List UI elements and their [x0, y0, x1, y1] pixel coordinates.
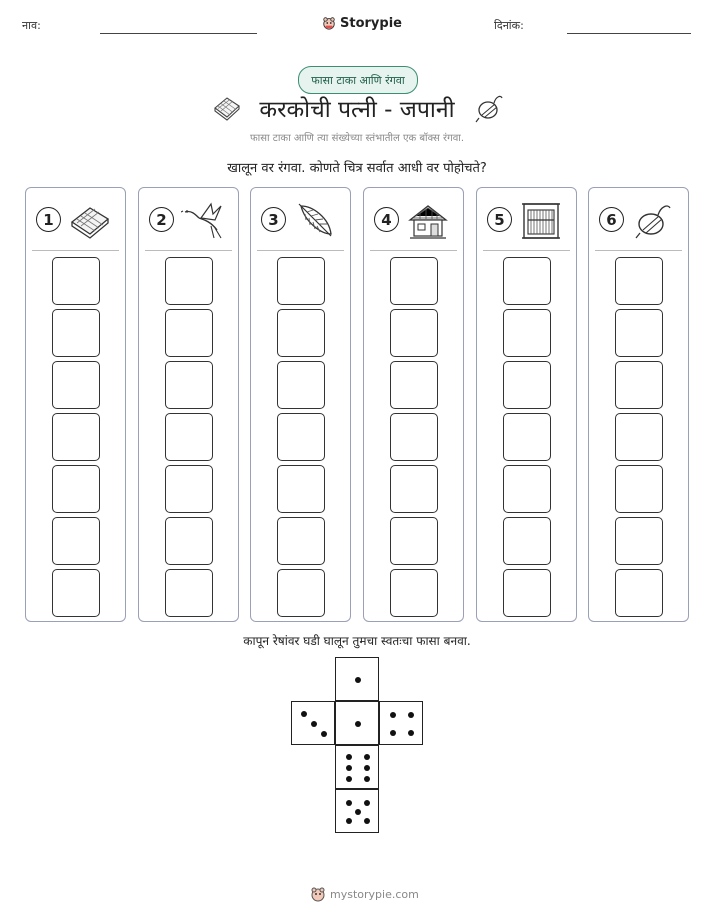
- dice-pip: [346, 776, 352, 782]
- dice-pip: [390, 712, 396, 718]
- activity-tag: फासा टाका आणि रंगवा: [298, 66, 418, 94]
- dice-face: [335, 745, 379, 789]
- column-number: 5: [487, 207, 512, 232]
- dice-face: [335, 701, 379, 745]
- dice-pip: [301, 711, 307, 717]
- dice-instruction: कापून रेषांवर घडी घालून तुमचा स्वतःचा फासा बनवा.: [243, 634, 471, 648]
- dice-pip: [364, 776, 370, 782]
- question: खालून वर रंगवा. कोणते चित्र सर्वात आधी वर पोहोचते?: [227, 161, 487, 176]
- dice-pip: [364, 818, 370, 824]
- dice-pip: [408, 730, 414, 736]
- brand-name: Storypie: [340, 15, 402, 31]
- dice-pip: [390, 730, 396, 736]
- dice-pip: [311, 721, 317, 727]
- date-label: दिनांक:: [494, 19, 524, 32]
- dice-face: [379, 701, 423, 745]
- dice-pip: [364, 800, 370, 806]
- dice-pip: [346, 818, 352, 824]
- name-label: नाव:: [22, 19, 41, 32]
- dice-pip: [346, 800, 352, 806]
- dice-pip: [355, 677, 361, 683]
- dice-pip: [408, 712, 414, 718]
- dice-pip: [364, 765, 370, 771]
- dice-face: [335, 789, 379, 833]
- column-number: 4: [374, 207, 399, 232]
- column-number: 2: [149, 207, 174, 232]
- page-title: करकोची पत्नी - जपानी: [259, 97, 455, 123]
- footer: [310, 884, 420, 904]
- dice-pip: [364, 754, 370, 760]
- column-number: 1: [36, 207, 61, 232]
- dice-face: [335, 657, 379, 701]
- dice-pip: [355, 721, 361, 727]
- dice-face: [291, 701, 335, 745]
- column-number: 6: [599, 207, 624, 232]
- storypie-mascot-icon: [310, 886, 326, 902]
- dice-pip: [346, 765, 352, 771]
- dice-pip: [355, 809, 361, 815]
- subtitle: फासा टाका आणि त्या संख्येच्या स्तंभातील एक बॉक्स रंगवा.: [249, 133, 465, 144]
- dice-pip: [321, 731, 327, 737]
- footer-url: mystorypie.com: [330, 887, 419, 901]
- dice-pip: [346, 754, 352, 760]
- column-number: 3: [261, 207, 286, 232]
